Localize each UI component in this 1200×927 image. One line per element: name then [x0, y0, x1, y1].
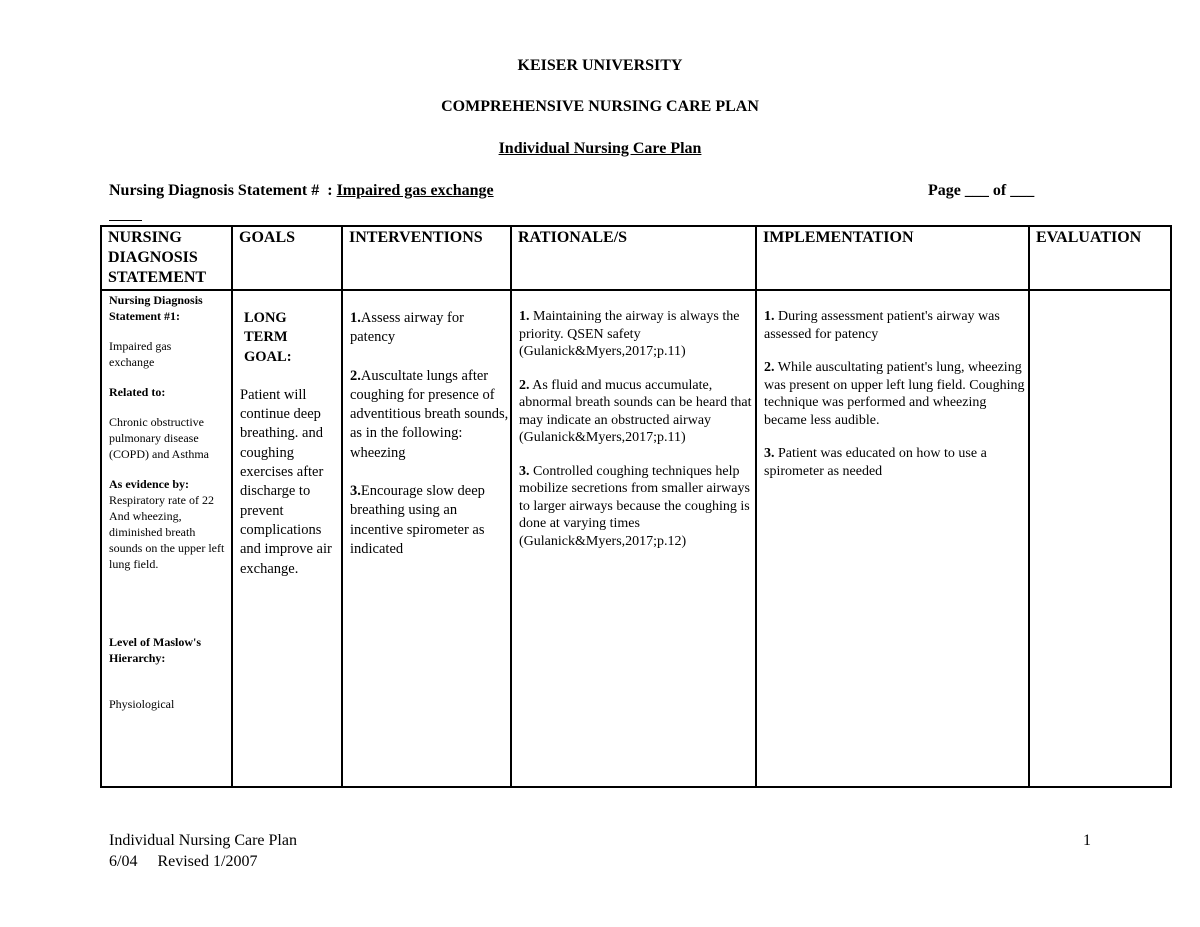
diagnosis-value: Impaired gas exchange: [336, 182, 494, 199]
page-count-line: Page ___ of ___: [928, 182, 1035, 199]
rationale-item: [519, 377, 755, 447]
implementation-number: 1.: [764, 309, 775, 324]
diagnosis-statement-line: [109, 182, 494, 200]
implementation-item: [764, 359, 1028, 429]
footer-doc-name: Individual Nursing Care Plan: [109, 832, 297, 849]
related-text: Chronic obstructive pulmonary disease (COPD) and Asthma: [109, 415, 209, 461]
maslow-heading: Level of Maslow's Hierarchy:: [109, 635, 201, 665]
evidence-text-2: And wheezing, diminished breath sounds on the upper left lung field.: [109, 509, 225, 571]
interventions-cell: [342, 290, 511, 787]
intervention-item: [350, 367, 510, 463]
col-header-evaluation: EVALUATION: [1029, 226, 1171, 290]
rationale-text: Controlled coughing techniques help mobilize secretions from smaller airways to larger airways because the coughing is done at varying times (Gulanick&Myers,2017;p.12): [519, 463, 750, 549]
col-header-rationales: RATIONALE/S: [511, 226, 756, 290]
footer-revision: 6/04 Revised 1/2007: [109, 853, 258, 870]
col-header-implementation: IMPLEMENTATION: [756, 226, 1029, 290]
rationale-text: As fluid and mucus accumulate, abnormal breath sounds can be heard that may indicate an obstructed airway (Gulanick&Myers,2017;p.11): [519, 377, 752, 445]
intervention-item: [350, 482, 510, 559]
rationale-text: Maintaining the airway is always the priority. QSEN safety (Gulanick&Myers,2017;p.11): [519, 309, 740, 359]
implementation-cell: [756, 290, 1029, 787]
rationale-item: [519, 308, 755, 361]
intervention-number: 2.: [350, 367, 361, 384]
intervention-text: Encourage slow deep breathing using an incentive spirometer as indicated: [350, 483, 485, 557]
plan-subtitle: Individual Nursing Care Plan: [498, 140, 702, 157]
implementation-text: While auscultating patient's lung, wheezing was present on upper left lung field. Coughing technique was performed and wheezing became less audible.: [764, 360, 1025, 428]
goal-heading: LONG TERM GOAL:: [244, 310, 292, 365]
related-heading: Related to:: [109, 385, 166, 399]
intervention-text: Auscultate lungs after coughing for presence of adventitious breath sounds, as in the following: wheezing: [350, 367, 509, 461]
rationale-number: 2.: [519, 377, 530, 393]
maslow-text: Physiological: [109, 697, 175, 711]
evaluation-cell: [1029, 290, 1171, 787]
rationale-number: 3.: [519, 463, 530, 479]
goal-text: Patient will continue deep breathing. and coughing exercises after discharge to prevent complications and improve air exchange.: [240, 386, 332, 577]
table-header-row: [101, 226, 1171, 290]
blank-rule: [109, 220, 142, 221]
diagnosis-cell: [101, 290, 232, 787]
col-header-diagnosis: NURSING DIAGNOSIS STATEMENT: [101, 226, 232, 290]
implementation-text: Patient was educated on how to use a spirometer as needed: [764, 446, 987, 479]
plan-title: COMPREHENSIVE NURSING CARE PLAN: [441, 98, 759, 115]
intervention-item: [350, 309, 510, 348]
footer-page-number: 1: [1083, 832, 1091, 849]
rationale-number: 1.: [519, 309, 530, 324]
statement-heading: Nursing Diagnosis Statement #1:: [109, 293, 203, 323]
care-plan-table: [100, 225, 1172, 788]
diagnosis-label: Nursing Diagnosis Statement # :: [109, 182, 337, 199]
goals-cell: [232, 290, 342, 787]
implementation-number: 3.: [764, 446, 775, 461]
col-header-interventions: INTERVENTIONS: [342, 226, 511, 290]
rationale-item: [519, 463, 755, 551]
intervention-text: Assess airway for patency: [350, 310, 464, 346]
implementation-text: During assessment patient's airway was assessed for patency: [764, 309, 1000, 342]
evidence-heading: As evidence by:: [109, 477, 189, 491]
implementation-item: [764, 445, 1028, 480]
evidence-text-1: Respiratory rate of 22: [109, 493, 214, 507]
rationales-cell: [511, 290, 756, 787]
col-header-goals: GOALS: [232, 226, 342, 290]
university-title: KEISER UNIVERSITY: [517, 57, 683, 74]
statement-text: Impaired gas exchange: [109, 339, 172, 369]
intervention-number: 1.: [350, 310, 361, 326]
implementation-item: [764, 308, 1028, 343]
implementation-number: 2.: [764, 360, 775, 375]
table-body-row: [101, 290, 1171, 787]
intervention-number: 3.: [350, 483, 361, 500]
